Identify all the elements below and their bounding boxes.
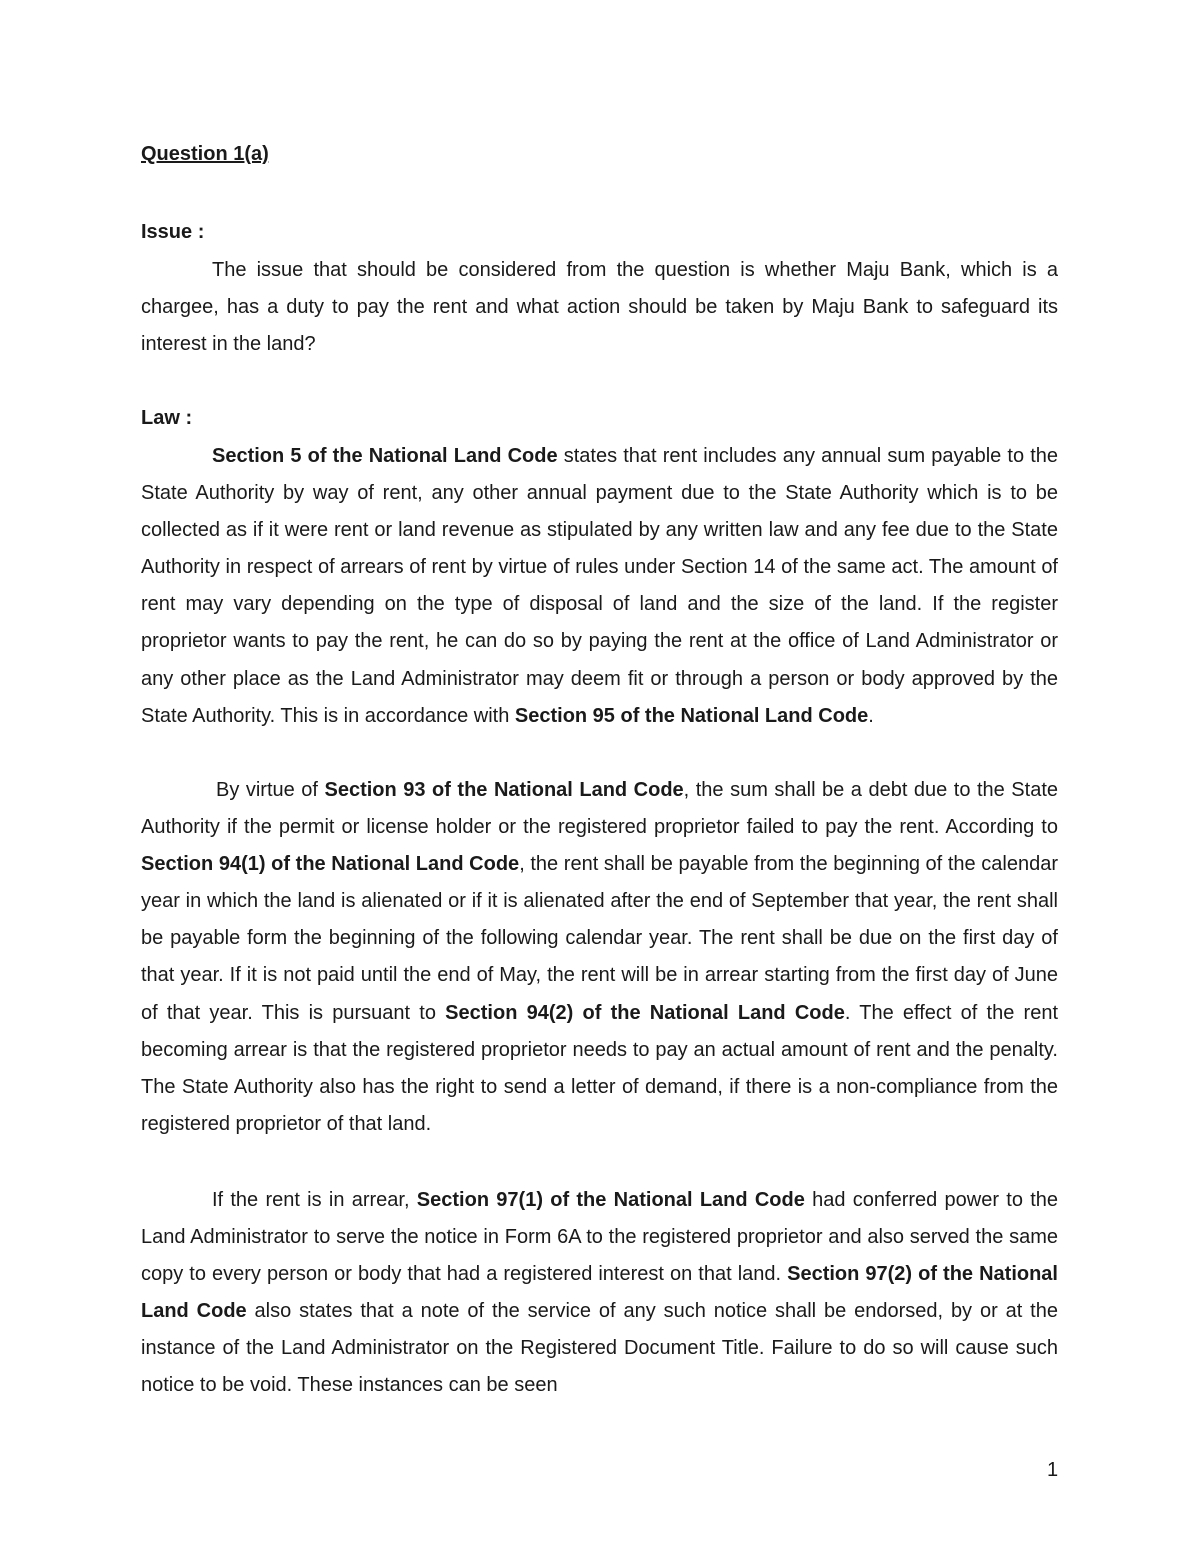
law-paragraph-1 <box>141 438 1058 735</box>
page-number: 1 <box>1047 1459 1059 1481</box>
section-reference: Section 94(2) of the National Land Code <box>445 1001 845 1024</box>
question-title: Question 1(a) <box>141 143 269 165</box>
paragraph-text: . The effect of the rent becoming arrear is that the registered proprietor needs to pay an actual amount of rent and the penalty. The State Authority also has the right to send a letter of demand, if there is a non-compliance from the registered proprietor of that land. <box>141 1001 1058 1135</box>
section-reference: Section 93 of the National Land Code <box>324 779 684 801</box>
paragraph-text: If the rent is in arrear, <box>212 1189 417 1211</box>
section-reference: Section 94(1) of the National Land Code <box>141 853 520 876</box>
issue-paragraph: The issue that should be considered from the question is whether Maju Bank, which is a chargee, has a duty to pay the rent and what action should be taken by Maju Bank to safeguard its interest in the land? <box>141 259 1058 356</box>
paragraph-text: , the rent shall be payable from the beginning of the calendar year in which the land is alienated or if it is alienated after the end of September that year, the rent shall be payable form the beginning of the following calendar year. The rent shall be due on the first day of that year. If it is not paid until the end of May, the rent will be in arrear starting from the first day of June of that year. This is pursuant to <box>141 853 1058 1024</box>
paragraph-text: states that rent includes any annual sum payable to the State Authority by way of rent, any other annual payment due to the State Authority which is to be collected as if it were rent or land revenue as stipulated by any written law and any fee due to the State Authority in respect of arrears of rent by virtue of rules under Section 14 of the same act. The amount of rent may vary depending on the type of disposal of land and the size of the land. If the register proprietor wants to pay the rent, he can do so by paying the rent at the office of Land Administrator or any other place as the Land Administrator may deem fit or through a person or body approved by the State Authority. This is in accordance with <box>141 445 1058 727</box>
paragraph-text: , the sum shall be a debt due to the State Authority if the permit or license holder or the registered proprietor failed to pay the rent. According to <box>141 779 1059 839</box>
paragraph-text: had conferred power to the Land Administrator to serve the notice in Form 6A to the registered proprietor and also served the same copy to every person or body that had a registered interest on that land. <box>141 1189 1059 1286</box>
paragraph-text: By virtue of <box>216 779 325 801</box>
section-reference: Section 5 of the National Land Code <box>212 445 558 467</box>
section-reference: Section 95 of the National Land Code <box>514 704 869 727</box>
law-paragraph-2 <box>141 772 1058 1143</box>
paragraph-text: also states that a note of the service of any such notice shall be endorsed, by or at the instance of the Land Administrator on the Registered Document Title. Failure to do so will cause such notice to be void. These instances can be seen <box>141 1300 1058 1397</box>
law-paragraph-3 <box>141 1182 1058 1405</box>
section-reference: Section 97(1) of the National Land Code <box>416 1189 805 1211</box>
law-heading: Law : <box>141 407 193 429</box>
issue-heading: Issue : <box>141 221 205 243</box>
section-reference: Section 97(2) of the National Land Code <box>141 1263 1058 1323</box>
paragraph-text: . <box>868 704 874 727</box>
